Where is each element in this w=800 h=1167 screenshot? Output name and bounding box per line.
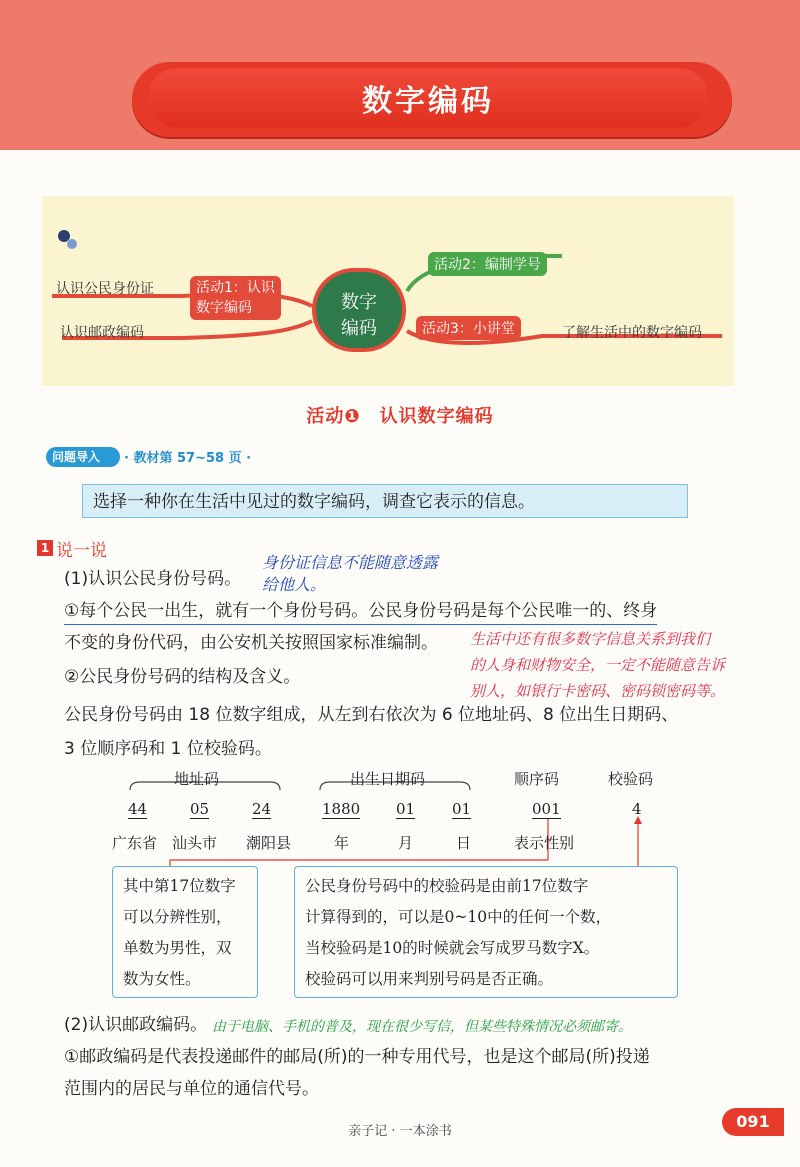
label-order: 顺序码 [514,770,560,788]
digit-01-day: 01 [452,800,472,818]
handwriting-red-3: 别人，如银行卡密码、密码锁密码等。 [470,682,726,700]
mindmap-center-line1: 数字 [341,292,377,313]
check-note-line: 当校验码是10的时候就会写成罗马数字X。 [305,939,600,957]
mindmap-left-item-id: 认识公民身份证 [56,281,154,297]
task-box: 选择一种你在生活中见过的数字编码，调查它表示的信息。 [82,484,688,518]
text-p3: ②公民身份号码的结构及含义。 [64,667,301,687]
check-note-line: 校验码可以用来判别号码是否正确。 [305,970,554,988]
label-birth: 出生日期码 [350,770,426,788]
meaning-month: 月 [398,834,414,852]
intro-badge: 问题导入 [46,447,120,467]
digit-05: 05 [190,800,210,818]
speak-label: 说一说 [56,541,107,561]
gender-note-line: 单数为男性，双 [123,939,232,957]
text-p2a: ①每个公民一出生，就有一个身份号码。公民身份号码是每个公民唯一的、终身 [64,598,657,625]
gender-note-box [112,866,258,998]
meaning-year: 年 [334,834,350,852]
footer-text: 亲子记 · 一本涂书 [348,1124,452,1139]
handwriting-green: 由于电脑、手机的普及，现在很少写信，但某些特殊情况必须邮寄。 [212,1019,632,1035]
page-title: 数字编码 [362,84,494,119]
speak-number: 1 [37,540,53,556]
text-p4a: 公民身份号码由 18 位数字组成，从左到右依次为 6 位地址码、8 位出生日期码、 [64,705,679,725]
mindmap-left-item-postal: 认识邮政编码 [60,325,144,341]
page-number: 091 [722,1108,784,1136]
digit-1880: 1880 [322,800,361,818]
mindmap-center-line2: 编码 [341,318,377,339]
meaning-county: 潮阳县 [246,834,292,852]
text-p1: (1)认识公民身份号码。 [64,569,242,589]
text-p4b: 3 位顺序码和 1 位校验码。 [64,739,272,759]
text-p6a: ①邮政编码是代表投递邮件的邮局(所)的一种专用代号，也是这个邮局(所)投递 [64,1047,650,1067]
digit-01-month: 01 [396,800,416,818]
section-title: 活动❶ 认识数字编码 [306,406,494,427]
label-address: 地址码 [174,770,220,788]
check-note-line: 计算得到的，可以是0~10中的任何一个数， [305,908,612,926]
mindmap-center [312,268,406,352]
text-p5: (2)认识邮政编码。 [64,1015,208,1035]
gender-note-line: 其中第17位数字 [123,877,236,895]
handwriting-red-1: 生活中还有很多数字信息关系到我们 [470,630,711,648]
digit-44: 44 [128,800,148,818]
handwriting-blue-2: 给他人。 [262,575,327,594]
mindmap-activity2: 活动2：编制学号 [428,252,547,276]
mindmap-activity1-line1: 活动1：认识 [196,280,275,296]
label-check: 校验码 [608,770,654,788]
mindmap-activity1 [190,276,281,320]
text-p2b: 不变的身份代码，由公安机关按照国家标准编制。 [64,633,438,653]
digit-4: 4 [632,800,642,818]
meaning-day: 日 [456,834,472,852]
digit-001: 001 [532,800,561,818]
meaning-province: 广东省 [112,834,158,852]
text-p6b: 范围内的居民与单位的通信代号。 [64,1079,319,1099]
intro-reference: · 教材第 57~58 页 · [124,451,252,466]
check-digit-note-box [294,866,678,998]
meaning-city: 汕头市 [172,834,218,852]
mindmap-activity3: 活动3：小讲堂 [416,316,521,340]
gender-note-line: 可以分辨性别， [123,908,232,926]
meaning-gender: 表示性别 [514,834,575,852]
handwriting-blue-1: 身份证信息不能随意透露 [262,553,439,572]
check-note-line: 公民身份号码中的校验码是由前17位数字 [305,877,589,895]
handwriting-red-2: 的人身和财物安全，一定不能随意告诉 [470,656,726,674]
gender-note-line: 数为女性。 [123,970,201,988]
mindmap-activity1-line2: 数字编码 [196,300,252,316]
header-band-edge [0,150,800,170]
mindmap-right-item: 了解生活中的数字编码 [562,325,702,341]
digit-24: 24 [252,800,272,818]
